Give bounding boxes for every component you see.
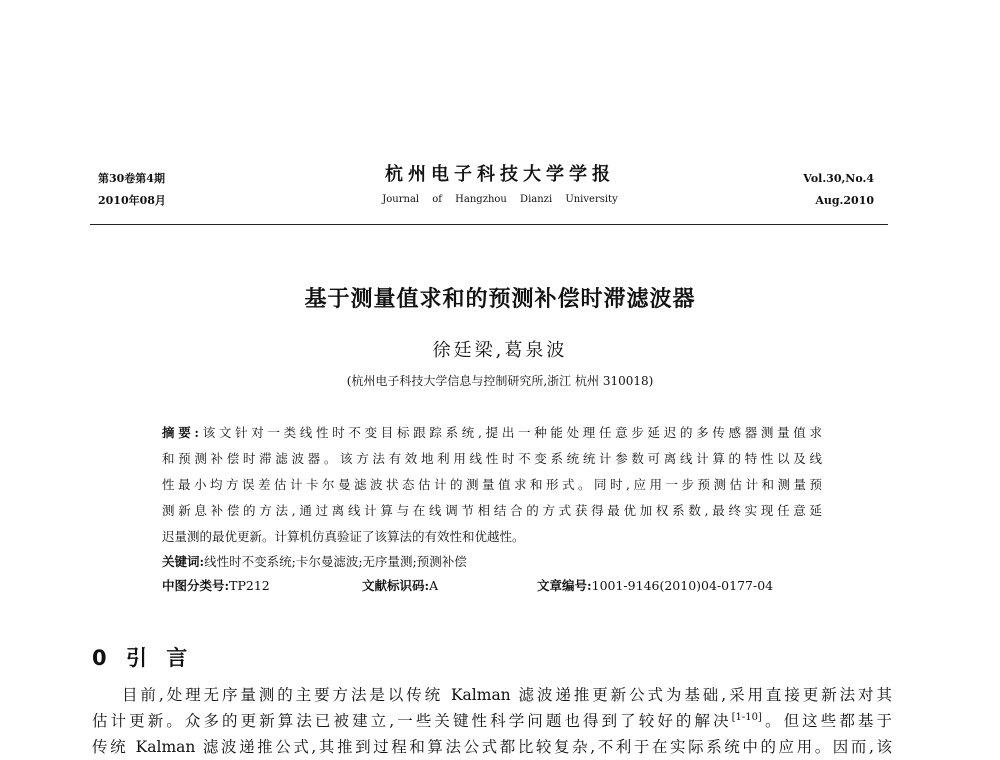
paper-title: 基于测量值求和的预测补偿时滞滤波器 [304,287,696,312]
citation: [1-10] [731,711,762,723]
header-date: 2010年08月 [98,194,166,207]
abstract-line: 性最小均方误差估计卡尔曼滤波状态估计的测量值求和形式。同时,应用一步预测估计和测量预 [162,477,822,492]
abstract-line: 测新息补偿的方法,通过离线计算与在线调节相结合的方式获得最优加权系数,最终实现任意延 [162,503,822,518]
paper-authors: 徐廷梁,葛泉波 [432,340,568,361]
header-volume: 第30卷第4期 [98,172,165,185]
body-line: 估计更新。众多的更新算法已被建立,一些关键性科学问题也得到了较好的解决[1-10]。但这些都基于 [92,711,892,730]
article-number: 文章编号:1001-9146(2010)04-0177-04 [537,578,774,593]
body-line: 目前,处理无序量测的主要方法是以传统 Kalman 滤波递推更新公式为基础,采用直接更新法对其 [122,686,892,704]
keywords-label: 关键词: [162,554,205,569]
clc-number: 中图分类号:TP212 [162,578,270,593]
header-rule [90,224,888,225]
abstract-line: 迟量测的最优更新。计算机仿真验证了该算法的有效性和优越性。 [162,529,525,544]
abstract [162,420,822,550]
body-text [92,682,892,760]
body-line: 传统 Kalman 滤波递推公式,其推到过程和算法公式都比较复杂,不利于在实际系统中的应用。因而,该 [92,738,892,756]
header-date-en: Aug.2010 [815,194,874,207]
paper-affiliation: (杭州电子科技大学信息与控制研究所,浙江 杭州 310018) [346,374,654,388]
keywords [162,550,467,574]
abstract-line: 摘要:该文针对一类线性时不变目标跟踪系统,提出一种能处理任意步延迟的多传感器测量值求 [162,425,822,440]
header-volume-info-en [803,168,874,212]
abstract-line: 和预测补偿时滞滤波器。该方法有效地利用线性时不变系统统计参数可离线计算的特性以及线 [162,451,822,466]
section-title: 引 言 [125,646,194,670]
document-code: 文献标识码:A [362,578,439,593]
header-vol-en: Vol.30,No.4 [803,172,874,185]
journal-title-en: Journal of Hangzhou Dianzi University [382,194,618,205]
journal-title-cn: 杭州电子科技大学学报 [385,164,615,185]
section-heading [92,642,193,672]
keywords-value: 线性时不变系统;卡尔曼滤波;无序量测;预测补偿 [204,554,467,569]
abstract-label: 摘要: [162,425,199,440]
section-number: 0 [92,646,113,670]
